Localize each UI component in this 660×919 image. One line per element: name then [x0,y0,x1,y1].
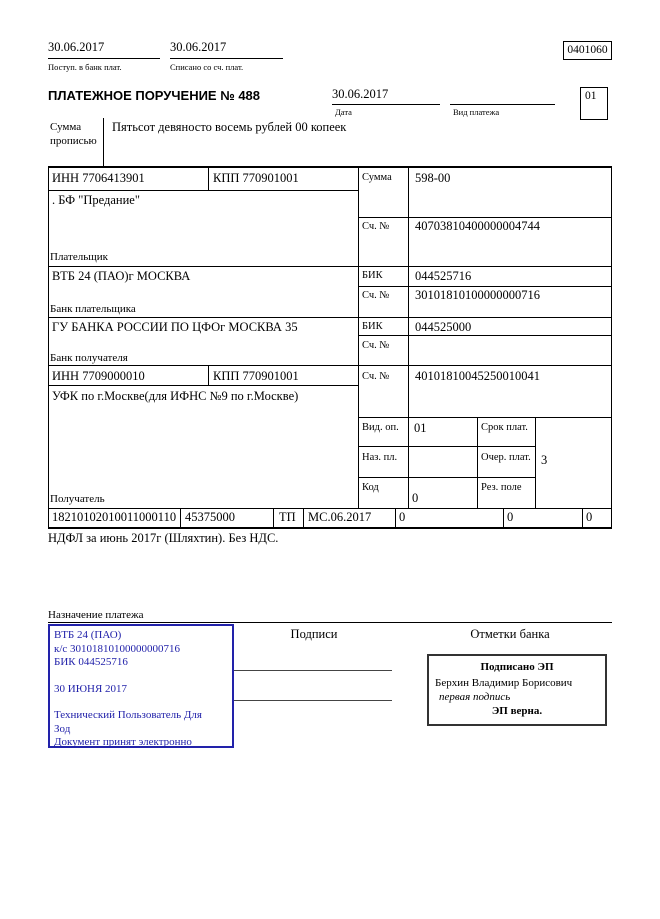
tax-row-divider-4 [395,508,396,528]
grid-left-border [48,166,49,528]
debited-date-underline [170,58,283,59]
tax-row-divider-5 [503,508,504,528]
payee-name: УФК по г.Москве(для ИФНС №9 по г.Москве) [52,389,299,403]
tax-row-oktmo: 45375000 [185,510,235,524]
stamp-signature-kind: первая подпись [439,691,511,703]
document-date: 30.06.2017 [332,87,389,101]
tax-row-type: 0 [586,510,593,524]
line-under-sum [358,217,612,218]
payer-name: . БФ "Предание" [52,193,140,207]
vid-op-label: Вид. оп. [362,422,399,433]
payer-inn: ИНН 7706413901 [52,171,145,185]
op-block-divider-right [535,417,536,508]
line-under-payee [48,508,612,509]
payer-bank-account-label: Сч. № [362,290,390,301]
tax-row-divider-2 [273,508,274,528]
line-under-payee-bank-bik [358,335,612,336]
kod-label: Код [362,482,379,493]
tax-row-divider-6 [582,508,583,528]
payment-type-label: Вид платежа [453,107,500,117]
tax-row-date: 0 [507,510,514,524]
inn-kpp-divider-payee [208,365,209,385]
tax-row-divider-3 [303,508,304,528]
line-under-naz-pl [358,477,535,478]
payee-bank-section-label: Банк получателя [50,352,128,364]
amount-in-words: Пятьсот девяносто восемь рублей 00 копеек [112,120,347,134]
payee-bank-bik: 044525000 [415,320,472,334]
received-date-underline [48,58,160,59]
line-under-purpose-label [48,622,612,623]
line-under-payer [48,266,612,267]
signature-line-1 [234,670,392,671]
received-in-bank-date: 30.06.2017 [48,40,105,54]
amount-words-label-1: Сумма [50,121,82,133]
payer-bank-account: 30101810100000000716 [415,288,540,302]
payee-bank-bik-label: БИК [362,321,383,332]
op-block-divider-left [477,417,478,508]
payer-bank-section-label: Банк плательщика [50,303,136,315]
tax-row-basis: ТП [279,510,296,524]
stamp-user-line1: Технический Пользователь Для [54,709,202,721]
payee-inn: ИНН 7709000010 [52,369,145,383]
document-title: ПЛАТЕЖНОЕ ПОРУЧЕНИЕ № 488 [48,88,261,103]
stamp-bik: БИК 044525716 [54,656,128,668]
sum-value: 598-00 [415,171,451,185]
payer-account: 40703810400000004744 [415,219,540,233]
sum-label: Сумма [362,172,392,183]
status-code-box: 01 [580,87,608,120]
payee-account-label: Сч. № [362,371,390,382]
signatures-heading: Подписи [290,627,338,641]
payer-account-label: Сч. № [362,221,390,232]
line-top-op-block [358,417,612,418]
received-in-bank-label: Поступ. в банк плат. [48,62,122,72]
amount-words-divider [103,118,104,168]
grid-right-border [611,166,612,528]
line-under-vid-op [358,446,535,447]
stamp-date: 30 ИЮНЯ 2017 [54,682,128,695]
amount-words-label-2: прописью [50,135,97,147]
stamp-verified-text: ЭП верна. [491,705,543,717]
form-code-box: 0401060 [563,41,612,60]
vid-op-value: 01 [414,421,427,435]
srok-plat-label: Срок плат. [481,422,528,433]
naz-pl-label: Наз. пл. [362,452,398,463]
signature-verification-stamp [427,654,607,726]
payment-purpose-label: Назначение платежа [48,609,144,621]
payee-kpp: КПП 770901001 [213,369,299,383]
date-label: Дата [335,107,352,117]
payee-bank-name: ГУ БАНКА РОССИИ ПО ЦФОг МОСКВА 35 [52,320,298,334]
stamp-accepted: Документ принят электронно [54,736,192,748]
bank-electronic-stamp [48,624,234,748]
stamp-spacer [54,670,228,683]
stamp-signed-title: Подписано ЭП [480,661,554,673]
stamp-signer-name: Берхин Владимир Борисович [435,677,573,689]
payer-kpp: КПП 770901001 [213,171,299,185]
payment-type-underline [450,104,555,105]
stamp-spacer [54,696,228,709]
payment-purpose-text: НДФЛ за июнь 2017г (Шляхтин). Без НДС. [48,531,279,545]
payee-bank-account-label: Сч. № [362,340,390,351]
signature-line-2 [234,700,392,701]
debited-date-label: Списано со сч. плат. [170,62,244,72]
line-under-payer-inn [48,190,358,191]
inn-kpp-divider-payer [208,166,209,190]
line-under-payee-bank [48,365,612,366]
tax-row-num: 0 [399,510,406,524]
date-underline [332,104,440,105]
rez-pole-label: Рез. поле [481,482,522,493]
debited-date: 30.06.2017 [170,40,227,54]
stamp-user-line2: Зод [54,722,71,735]
line-under-payer-bank-bik [358,286,612,287]
line-under-payer-bank [48,317,612,318]
kod-value: 0 [412,491,419,505]
stamp-corr-account: к/с 30101810100000000716 [54,642,181,655]
tax-row-period: МС.06.2017 [308,510,372,524]
payer-bank-name: ВТБ 24 (ПАО)г МОСКВА [52,269,191,283]
payee-account: 40101810045250010041 [415,369,540,383]
payer-bank-bik-label: БИК [362,270,383,281]
grid-top-border [48,166,612,168]
payee-section-label: Получатель [50,493,105,505]
bank-marks-heading: Отметки банка [470,627,550,641]
tax-row-divider-1 [180,508,181,528]
ocher-plat-value: 3 [541,453,548,467]
payer-section-label: Плательщик [50,251,108,263]
payer-bank-bik: 044525716 [415,269,472,283]
stamp-bank-name: ВТБ 24 (ПАО) [54,629,122,641]
ocher-plat-label: Очер. плат. [481,452,531,463]
tax-row-kbk: 18210102010011000110 [52,510,177,524]
line-under-payee-inn [48,385,358,386]
grid-bottom-border [48,527,612,529]
